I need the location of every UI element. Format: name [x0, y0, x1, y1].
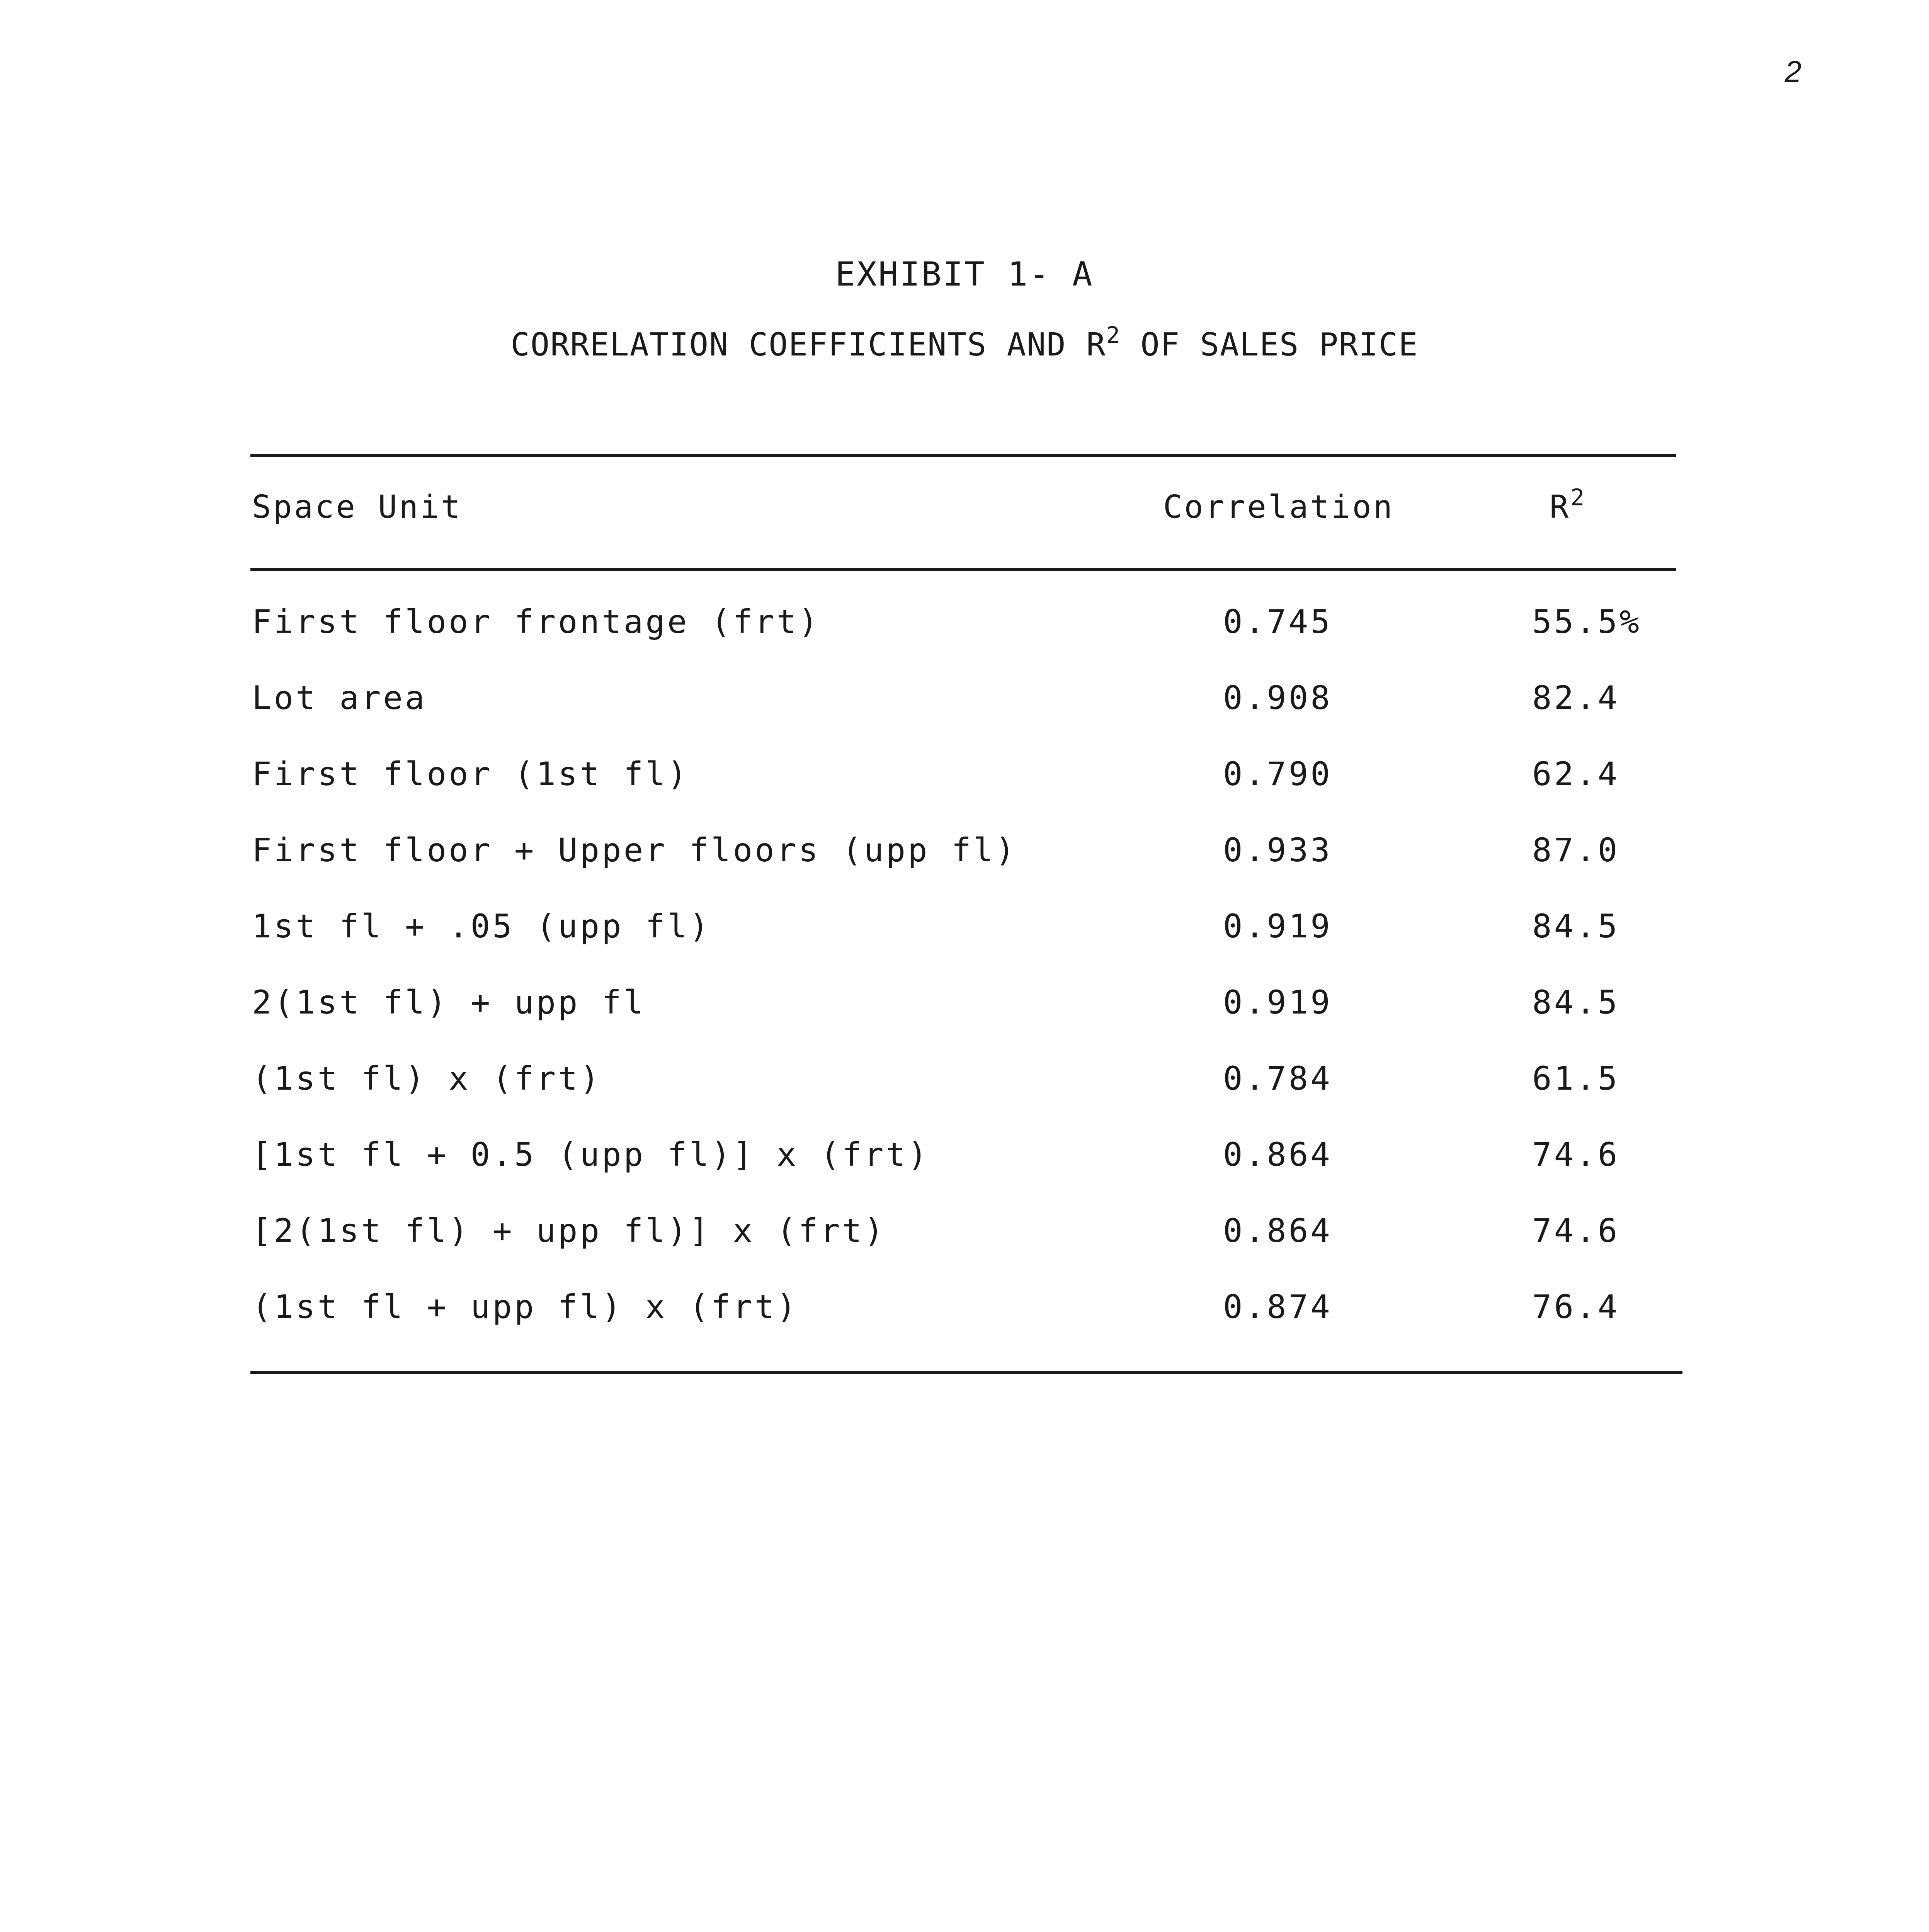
subtitle-text-end: OF SALES PRICE	[1121, 327, 1419, 363]
header-r-base: R	[1550, 489, 1571, 526]
cell-space-unit: Lot area	[252, 679, 427, 717]
cell-correlation: 0.790	[1223, 755, 1332, 793]
cell-r-squared: 74.6	[1532, 1212, 1620, 1250]
table-body	[0, 603, 1929, 1364]
cell-r-squared: 76.4	[1532, 1288, 1620, 1326]
table-subtitle	[0, 321, 1929, 363]
cell-correlation: 0.933	[1223, 831, 1332, 869]
cell-correlation: 0.864	[1223, 1136, 1332, 1173]
header-correlation: Correlation	[1163, 489, 1395, 526]
cell-space-unit: (1st fl) x (frt)	[252, 1060, 602, 1097]
cell-space-unit: First floor + Upper floors (upp fl)	[252, 831, 1017, 869]
cell-r-squared: 87.0	[1532, 831, 1620, 869]
cell-space-unit: First floor (1st fl)	[252, 755, 689, 793]
header-r-superscript: 2	[1570, 484, 1586, 511]
table-row	[0, 755, 1929, 831]
table-row	[0, 679, 1929, 755]
cell-r-squared: 61.5	[1532, 1060, 1620, 1097]
table-row	[0, 1060, 1929, 1136]
table-row	[0, 831, 1929, 907]
cell-space-unit: First floor frontage (frt)	[252, 603, 820, 641]
cell-space-unit: [2(1st fl) + upp fl)] x (frt)	[252, 1212, 886, 1250]
table-bottom-rule	[250, 1371, 1682, 1374]
table-row	[0, 1136, 1929, 1212]
page-number: 2	[1784, 54, 1801, 88]
cell-space-unit: 2(1st fl) + upp fl	[252, 983, 646, 1021]
cell-r-squared: 74.6	[1532, 1136, 1620, 1173]
cell-r-squared: 84.5	[1532, 983, 1620, 1021]
cell-r-squared: 62.4	[1532, 755, 1620, 793]
cell-r-squared: 84.5	[1532, 907, 1620, 945]
table-row	[0, 1212, 1929, 1288]
cell-correlation: 0.745	[1223, 603, 1332, 641]
table-row	[0, 983, 1929, 1060]
subtitle-text: CORRELATION COEFFICIENTS AND R	[510, 327, 1106, 363]
cell-space-unit: (1st fl + upp fl) x (frt)	[252, 1288, 799, 1326]
header-r-squared	[1550, 484, 1586, 526]
cell-space-unit: [1st fl + 0.5 (upp fl)] x (frt)	[252, 1136, 930, 1173]
table-top-rule	[250, 454, 1676, 457]
cell-r-squared: 82.4	[1532, 679, 1620, 717]
cell-correlation: 0.908	[1223, 679, 1332, 717]
cell-space-unit: 1st fl + .05 (upp fl)	[252, 907, 711, 945]
exhibit-label: EXHIBIT 1- A	[835, 255, 1094, 294]
table-row	[0, 907, 1929, 983]
table-header-rule	[250, 568, 1676, 571]
cell-correlation: 0.919	[1223, 983, 1332, 1021]
cell-correlation: 0.784	[1223, 1060, 1332, 1097]
table-row	[0, 603, 1929, 679]
table-row	[0, 1288, 1929, 1364]
cell-correlation: 0.864	[1223, 1212, 1332, 1250]
cell-correlation: 0.874	[1223, 1288, 1332, 1326]
cell-correlation: 0.919	[1223, 907, 1332, 945]
subtitle-superscript: 2	[1106, 321, 1121, 349]
cell-r-squared: 55.5%	[1532, 603, 1642, 641]
header-space-unit: Space Unit	[252, 489, 462, 526]
